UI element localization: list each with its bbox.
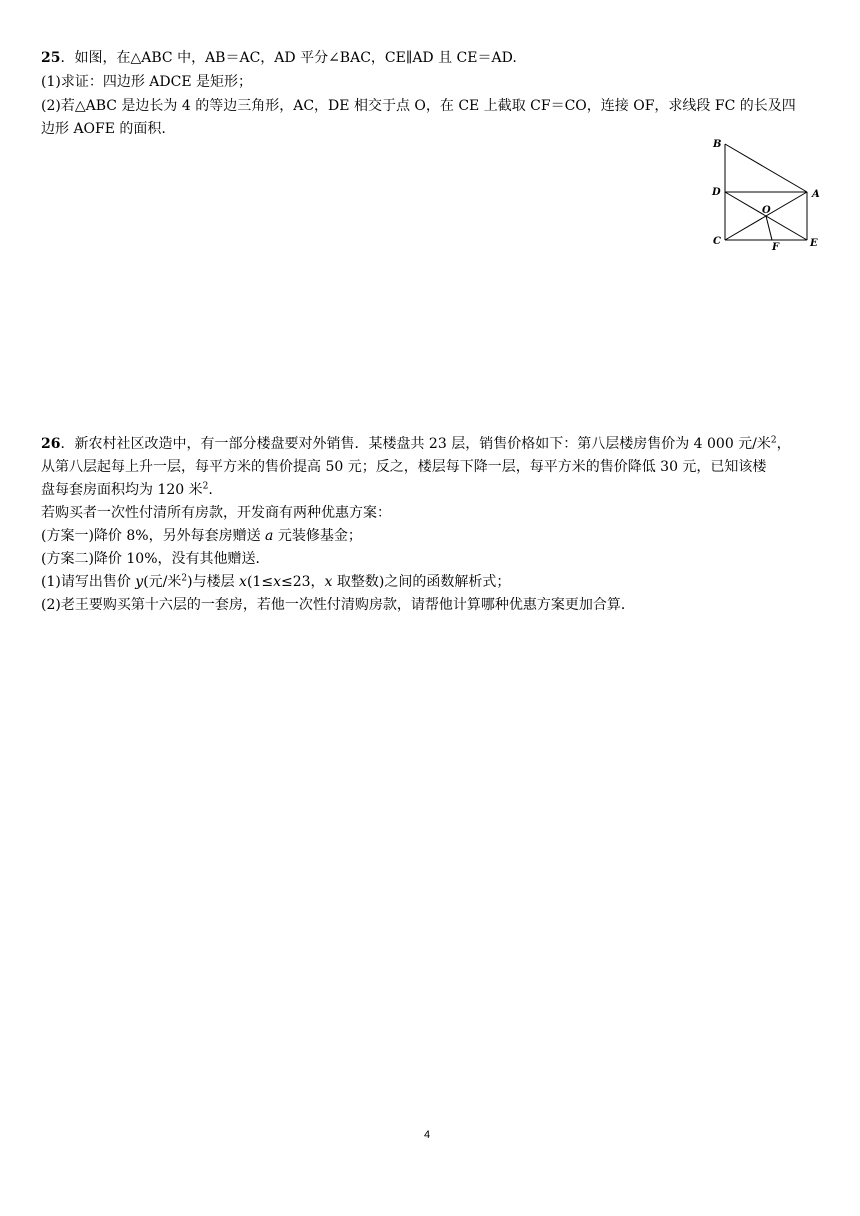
segment-BA: [725, 144, 807, 192]
q26-line1: [41, 435, 791, 453]
plan1-text-end: 元装修基金；: [273, 528, 362, 544]
superscript: 2: [181, 573, 188, 584]
label-B: B: [713, 139, 722, 150]
q26-line1-text: ．新农村社区改造中，有一部分楼盘要对外销售．某楼盘共 23 层，销售价格如下：第八层楼房售价为 4 000 元/米: [60, 436, 771, 452]
q26-plan2: (方案二)降价 10%，没有其他赠送．: [41, 551, 270, 567]
q25-part1: (1)求证：四边形 ADCE 是矩形；: [41, 74, 252, 90]
q25-stem-text: ．如图，在△ABC 中，AB＝AC，AD 平分∠BAC，CE∥AD 且 CE＝AD.: [60, 50, 517, 66]
q26-line3: [41, 481, 213, 499]
q26-line3-end: .: [208, 482, 213, 498]
label-E: E: [810, 238, 818, 249]
label-F: F: [772, 242, 780, 253]
variable-x: x: [273, 574, 281, 590]
q26-line1-end: ，: [776, 436, 791, 452]
q26-part1: [41, 573, 510, 591]
part1-text: )与楼层: [187, 574, 240, 590]
part1-text: ≤23，: [280, 574, 325, 590]
q25-number: 25: [41, 50, 61, 66]
label-O: O: [762, 205, 771, 216]
q25-part2-line1: (2)若△ABC 是边长为 4 的等边三角形，AC，DE 相交于点 O，在 CE 上截取 CF＝CO，连接 OF，求线段 FC 的长及四: [41, 98, 796, 114]
superscript: 2: [770, 435, 777, 446]
q26-part2: (2)老王要购买第十六层的一套房，若他一次性付清购房款，请帮他计算哪种优惠方案更加合算．: [41, 597, 635, 613]
variable-y: y: [135, 574, 144, 590]
superscript: 2: [202, 481, 209, 492]
label-D: D: [712, 187, 721, 198]
part1-text: 取整数)之间的函数解析式；: [332, 574, 511, 590]
part1-text: (1)请写出售价: [41, 574, 136, 590]
label-C: C: [713, 236, 721, 247]
segment-OF: [766, 216, 772, 240]
q26-line3-text: 盘每套房面积均为 120 米: [41, 482, 203, 498]
variable-x: x: [324, 574, 333, 590]
label-A: A: [812, 189, 820, 200]
q25-stem: [41, 49, 517, 67]
q26-line2: 从第八层起每上升一层，每平方米的售价提高 50 元；反之，楼层每下降一层，每平方米的售价降低 30 元，已知该楼: [41, 459, 767, 475]
part1-text: (1≤: [246, 574, 274, 590]
q26-plan1: [41, 527, 362, 545]
plan1-variable: a: [265, 528, 274, 544]
q26-number: 26: [41, 436, 61, 452]
q25-part2-line2: 边形 AOFE 的面积.: [41, 121, 166, 137]
q26-line4: 若购买者一次性付清所有房款，开发商有两种优惠方案：: [41, 505, 391, 521]
part1-unit: (元/米: [143, 574, 182, 590]
page-number: 4: [424, 1129, 431, 1141]
variable-x: x: [239, 574, 247, 590]
geometry-figure: [706, 134, 826, 254]
plan1-text: (方案一)降价 8%，另外每套房赠送: [41, 528, 266, 544]
